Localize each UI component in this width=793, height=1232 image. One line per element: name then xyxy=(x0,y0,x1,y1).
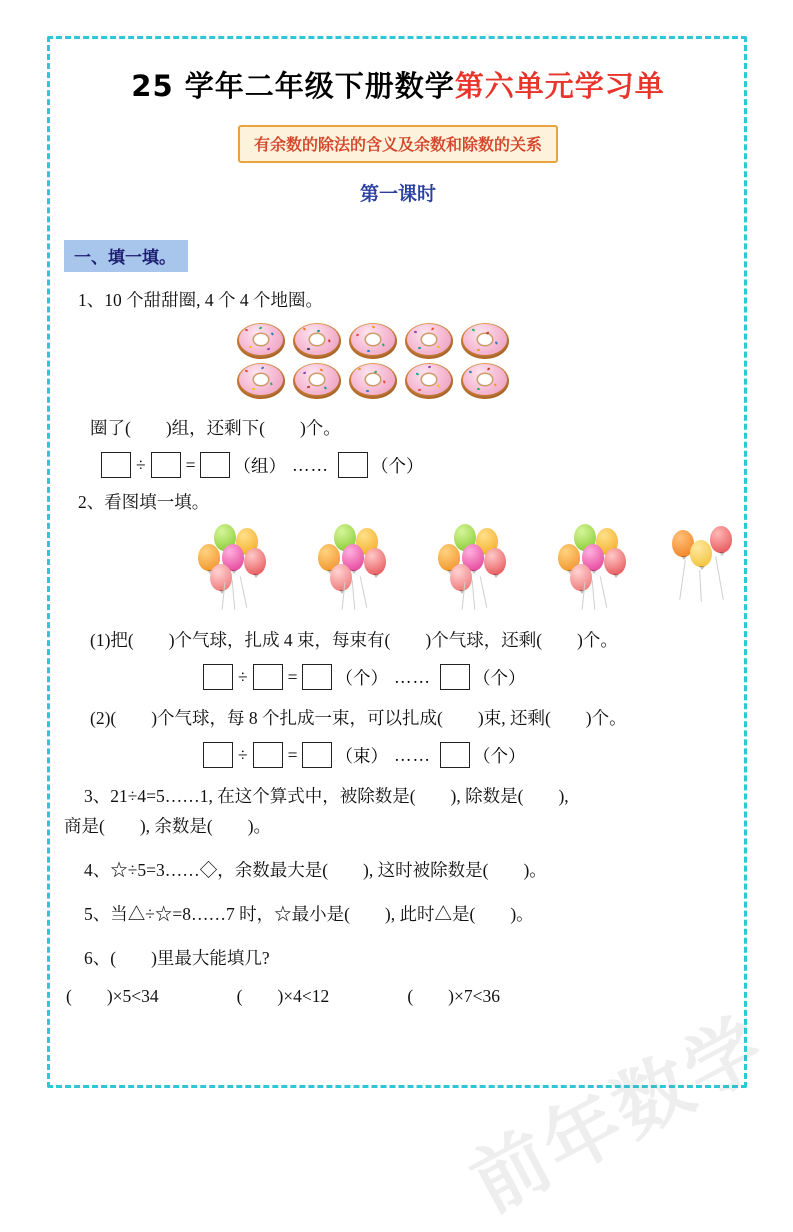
donut-icon xyxy=(347,322,399,360)
question-2-sub2-equation xyxy=(200,742,736,768)
question-6-items xyxy=(66,982,736,1010)
donut-illustration xyxy=(235,322,736,400)
answer-box[interactable] xyxy=(338,452,368,478)
remainder-dots: …… xyxy=(393,744,431,765)
question-2-sub1: (1)把( )个气球，扎成 4 束，每束有( )个气球，还剩( )个。 xyxy=(90,630,618,650)
remainder-dots: …… xyxy=(393,666,431,687)
donut-icon xyxy=(235,322,287,360)
equals-symbol: = xyxy=(287,744,298,765)
answer-box[interactable] xyxy=(253,664,283,690)
answer-box[interactable] xyxy=(101,452,131,478)
answer-box[interactable] xyxy=(302,742,332,768)
question-6-item: ( )×7<36 xyxy=(407,986,500,1006)
subtitle-box: 有余数的除法的含义及余数和除数的关系 xyxy=(238,125,558,163)
balloon-leftover-bunch xyxy=(670,522,740,612)
equals-symbol: = xyxy=(287,666,298,687)
page-content xyxy=(60,46,736,1078)
donut-row-2 xyxy=(235,362,736,400)
answer-box[interactable] xyxy=(151,452,181,478)
question-2-stem: 2、看图填一填。 xyxy=(78,492,210,512)
subtitle-container xyxy=(60,125,736,163)
question-1-equation xyxy=(98,452,736,478)
answer-box[interactable] xyxy=(253,742,283,768)
donut-icon xyxy=(291,322,343,360)
unit-label: （个） xyxy=(472,745,526,766)
question-5: 5、当△÷☆=8……7 时，☆最小是( ), 此时△是( )。 xyxy=(84,904,534,924)
unit-label: （个） xyxy=(472,667,526,688)
donut-icon xyxy=(403,362,455,400)
donut-icon xyxy=(235,362,287,400)
watermark-text: 前年数学 xyxy=(456,999,782,1229)
unit-label: （束） xyxy=(335,745,388,766)
page-title xyxy=(60,64,736,105)
question-3-line-2: 商是( ), 余数是( )。 xyxy=(64,816,272,836)
unit-label: （组） xyxy=(233,455,286,476)
answer-box[interactable] xyxy=(203,664,233,690)
lesson-label: 第一课时 xyxy=(359,183,436,205)
donut-row-1 xyxy=(235,322,736,360)
divide-symbol: ÷ xyxy=(238,666,248,687)
question-1-fill-line: 圈了( )组，还剩下( )个。 xyxy=(90,418,341,438)
balloon-bunch xyxy=(548,522,668,612)
question-2-sub1-equation xyxy=(200,664,736,690)
title-part-black: 25 学年二年级下册数学 xyxy=(131,69,455,103)
answer-box[interactable] xyxy=(440,742,470,768)
answer-box[interactable] xyxy=(200,452,230,478)
question-1-stem: 1、10 个甜甜圈, 4 个 4 个地圈。 xyxy=(78,290,323,310)
divide-symbol: ÷ xyxy=(136,454,146,475)
question-3-line-1: 3、21÷4=5……1, 在这个算式中，被除数是( ), 除数是( ), xyxy=(84,786,569,806)
donut-icon xyxy=(459,322,511,360)
donut-icon xyxy=(291,362,343,400)
balloon-bunch xyxy=(428,522,548,612)
question-6-item: ( )×4<12 xyxy=(236,986,330,1006)
answer-box[interactable] xyxy=(203,742,233,768)
divide-symbol: ÷ xyxy=(238,744,248,765)
balloon-bunch xyxy=(308,522,428,612)
question-4: 4、☆÷5=3……◇，余数最大是( ), 这时被除数是( )。 xyxy=(84,860,547,880)
donut-icon xyxy=(347,362,399,400)
donut-icon xyxy=(403,322,455,360)
remainder-dots: …… xyxy=(291,454,329,475)
section-heading-fill-in: 一、填一填。 xyxy=(64,240,188,272)
answer-box[interactable] xyxy=(302,664,332,690)
question-2-sub2: (2)( )个气球，每 8 个扎成一束，可以扎成( )束, 还剩( )个。 xyxy=(90,708,627,728)
title-part-red: 第六单元学习单 xyxy=(454,69,665,103)
unit-label: （个） xyxy=(370,455,424,476)
unit-label: （个） xyxy=(335,667,388,688)
equals-symbol: = xyxy=(185,454,196,475)
balloon-bunch xyxy=(188,522,308,612)
question-6-stem: 6、( )里最大能填几? xyxy=(84,948,270,968)
question-6-item: ( )×5<34 xyxy=(66,986,159,1006)
balloon-illustration xyxy=(130,522,736,612)
answer-box[interactable] xyxy=(440,664,470,690)
donut-icon xyxy=(459,362,511,400)
